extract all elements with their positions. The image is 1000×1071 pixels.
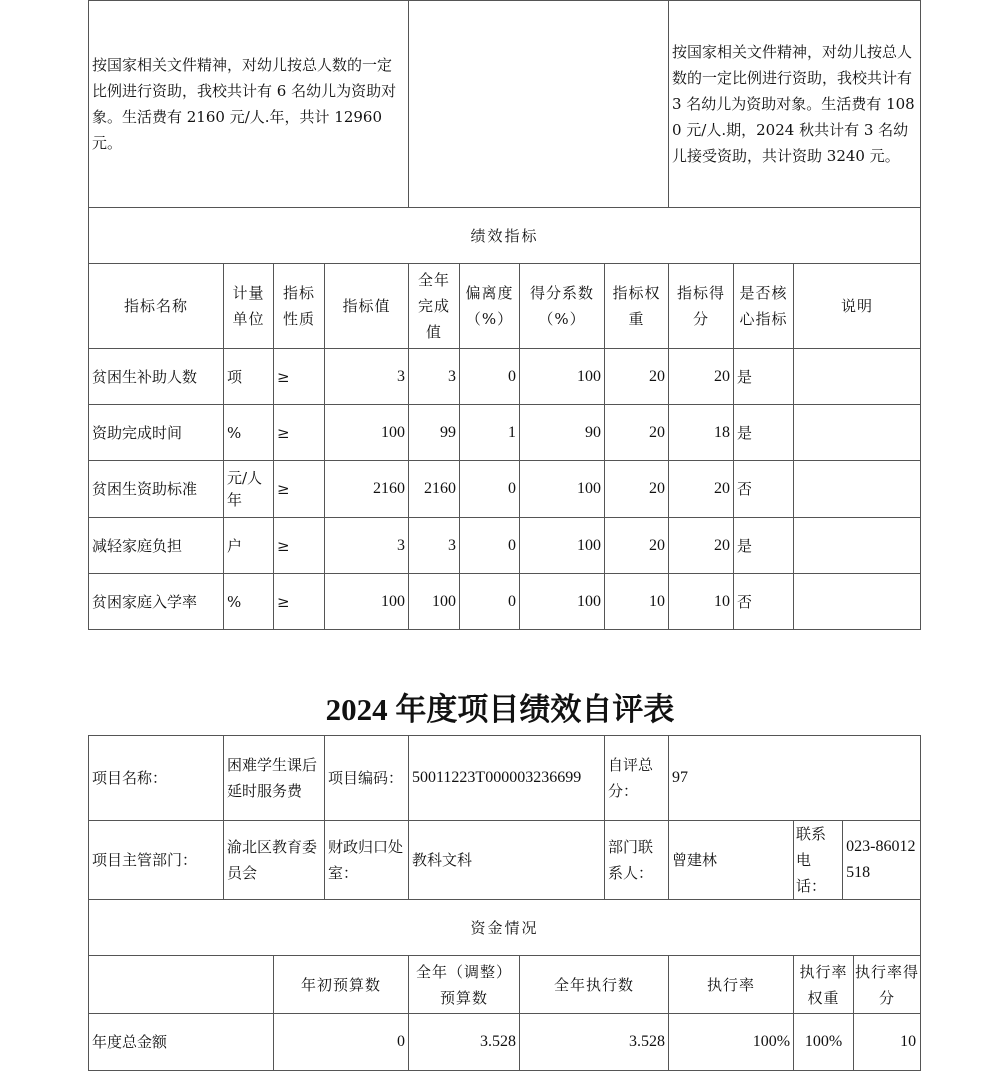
score-value: 97 [669, 736, 921, 821]
funds-header-executed: 全年执行数 [520, 956, 669, 1014]
funds-weight-score [794, 1014, 921, 1071]
funds-rate-score: 10 [900, 1033, 917, 1050]
indicator-target: 100 [325, 405, 409, 461]
indicator-nature: ≥ [274, 518, 325, 574]
department-label: 项目主管部门： [89, 821, 224, 900]
header-core: 是否核心指标 [734, 264, 794, 349]
indicator-name: 贫困家庭入学率 [89, 574, 224, 630]
header-indicator-name: 指标名称 [89, 264, 224, 349]
header-weight: 指标权重 [605, 264, 669, 349]
header-unit: 计量单位 [224, 264, 274, 349]
description-right: 按国家相关文件精神，对幼儿按总人数的一定比例进行资助，我校共计有 3 名幼儿为资助对象。生活费有 1080 元/人.期，2024 秋共计有 3 名幼儿接受资助，共计资助 3240 元。 [669, 1, 921, 208]
funds-row-label: 年度总金额 [89, 1014, 274, 1071]
indicator-weight: 10 [605, 574, 669, 630]
indicator-score: 20 [669, 518, 734, 574]
indicator-weight: 20 [605, 349, 669, 405]
header-deviation: 偏离度（%） [460, 264, 520, 349]
header-coefficient: 得分系数（%） [520, 264, 605, 349]
score-label: 自评总分： [605, 736, 669, 821]
funds-initial-budget: 0 [274, 1014, 409, 1071]
indicator-coefficient: 100 [520, 518, 605, 574]
indicator-deviation: 0 [460, 574, 520, 630]
funds-row [89, 1014, 921, 1071]
indicator-deviation: 0 [460, 461, 520, 518]
contact-value: 曾建林 [669, 821, 794, 900]
indicator-target: 3 [325, 349, 409, 405]
funds-section-row [89, 900, 921, 956]
description-left: 按国家相关文件精神，对幼儿按总人数的一定比例进行资助，我校共计有 6 名幼儿为资助对象。生活费有 2160 元/人.年，共计 12960 元。 [89, 1, 409, 208]
funds-header-rate-score: 执行率得分 [855, 962, 920, 1007]
indicator-weight: 20 [605, 518, 669, 574]
indicator-unit: % [224, 574, 274, 630]
indicator-unit: 项 [224, 349, 274, 405]
page-title: 2024 年度项目绩效自评表 [325, 692, 675, 727]
indicator-target: 2160 [325, 461, 409, 518]
indicator-name: 贫困生资助标准 [89, 461, 224, 518]
indicator-score: 10 [669, 574, 734, 630]
indicator-core: 是 [734, 518, 794, 574]
indicator-name: 减轻家庭负担 [89, 518, 224, 574]
funds-header-blank [89, 956, 274, 1014]
indicator-note [794, 574, 921, 630]
funds-header-rate: 执行率 [669, 956, 794, 1014]
funds-rate-weight: 100% [794, 1014, 854, 1070]
indicator-actual: 100 [409, 574, 460, 630]
indicator-core: 是 [734, 349, 794, 405]
project-code-label: 项目编码： [325, 736, 409, 821]
header-row [89, 264, 921, 349]
indicator-actual: 3 [409, 518, 460, 574]
indicator-note [794, 518, 921, 574]
indicator-core: 是 [734, 405, 794, 461]
funds-header-row [89, 956, 921, 1014]
phone-value: 023-86012518 [846, 838, 916, 881]
department-row [89, 821, 921, 900]
indicator-note [794, 461, 921, 518]
header-note: 说明 [794, 264, 921, 349]
indicator-weight: 20 [605, 405, 669, 461]
indicator-core: 否 [734, 574, 794, 630]
header-nature: 指标性质 [274, 264, 325, 349]
indicator-unit: 户 [224, 518, 274, 574]
description-middle [409, 1, 669, 208]
header-actual: 全年完成值 [409, 264, 460, 349]
section-row [89, 208, 921, 264]
table-row [89, 518, 921, 574]
header-score: 指标得分 [669, 264, 734, 349]
indicator-weight: 20 [605, 461, 669, 518]
indicator-deviation: 0 [460, 349, 520, 405]
indicator-score: 18 [669, 405, 734, 461]
indicator-note [794, 405, 921, 461]
funds-header-initial-budget: 年初预算数 [274, 956, 409, 1014]
indicator-core: 否 [734, 461, 794, 518]
section-title-funds: 资金情况 [89, 900, 921, 956]
header-target: 指标值 [325, 264, 409, 349]
table-row [89, 405, 921, 461]
department-value: 渝北区教育委员会 [224, 821, 325, 900]
indicator-nature: ≥ [274, 461, 325, 518]
indicator-actual: 3 [409, 349, 460, 405]
indicator-nature: ≥ [274, 574, 325, 630]
indicator-score: 20 [669, 461, 734, 518]
indicator-coefficient: 100 [520, 349, 605, 405]
table-row [89, 461, 921, 518]
project-name-value: 困难学生课后延时服务费 [224, 736, 325, 821]
funds-adjusted-budget: 3.528 [409, 1014, 520, 1071]
indicator-target: 100 [325, 574, 409, 630]
finance-office-label: 财政归口处室： [325, 821, 409, 900]
section-title-indicators: 绩效指标 [89, 208, 921, 264]
project-code-value: 50011223T000003236699 [409, 736, 605, 821]
indicator-actual: 99 [409, 405, 460, 461]
indicator-unit: % [224, 405, 274, 461]
indicator-unit: 元/人年 [224, 461, 274, 518]
indicator-deviation: 0 [460, 518, 520, 574]
phone-label: 联系电话： [794, 821, 843, 899]
self-evaluation-table [88, 735, 921, 1071]
indicator-score: 20 [669, 349, 734, 405]
indicator-coefficient: 90 [520, 405, 605, 461]
phone-cell [794, 821, 921, 900]
indicator-coefficient: 100 [520, 461, 605, 518]
indicator-nature: ≥ [274, 349, 325, 405]
indicator-name: 资助完成时间 [89, 405, 224, 461]
description-row [89, 1, 921, 208]
indicator-deviation: 1 [460, 405, 520, 461]
contact-label: 部门联系人： [605, 821, 669, 900]
indicator-nature: ≥ [274, 405, 325, 461]
finance-office-value: 教科文科 [409, 821, 605, 900]
performance-indicators-table [88, 0, 921, 630]
indicator-note [794, 349, 921, 405]
funds-header-adjusted-budget: 全年（调整）预算数 [409, 956, 520, 1014]
funds-header-weight-score [794, 956, 921, 1014]
table-row [89, 349, 921, 405]
funds-executed: 3.528 [520, 1014, 669, 1071]
indicator-coefficient: 100 [520, 574, 605, 630]
indicator-name: 贫困生补助人数 [89, 349, 224, 405]
project-name-label: 项目名称： [89, 736, 224, 821]
indicator-target: 3 [325, 518, 409, 574]
table-row [89, 574, 921, 630]
indicator-actual: 2160 [409, 461, 460, 518]
project-info-row [89, 736, 921, 821]
funds-header-rate-weight: 执行率权重 [794, 956, 854, 1013]
funds-rate: 100% [669, 1014, 794, 1071]
